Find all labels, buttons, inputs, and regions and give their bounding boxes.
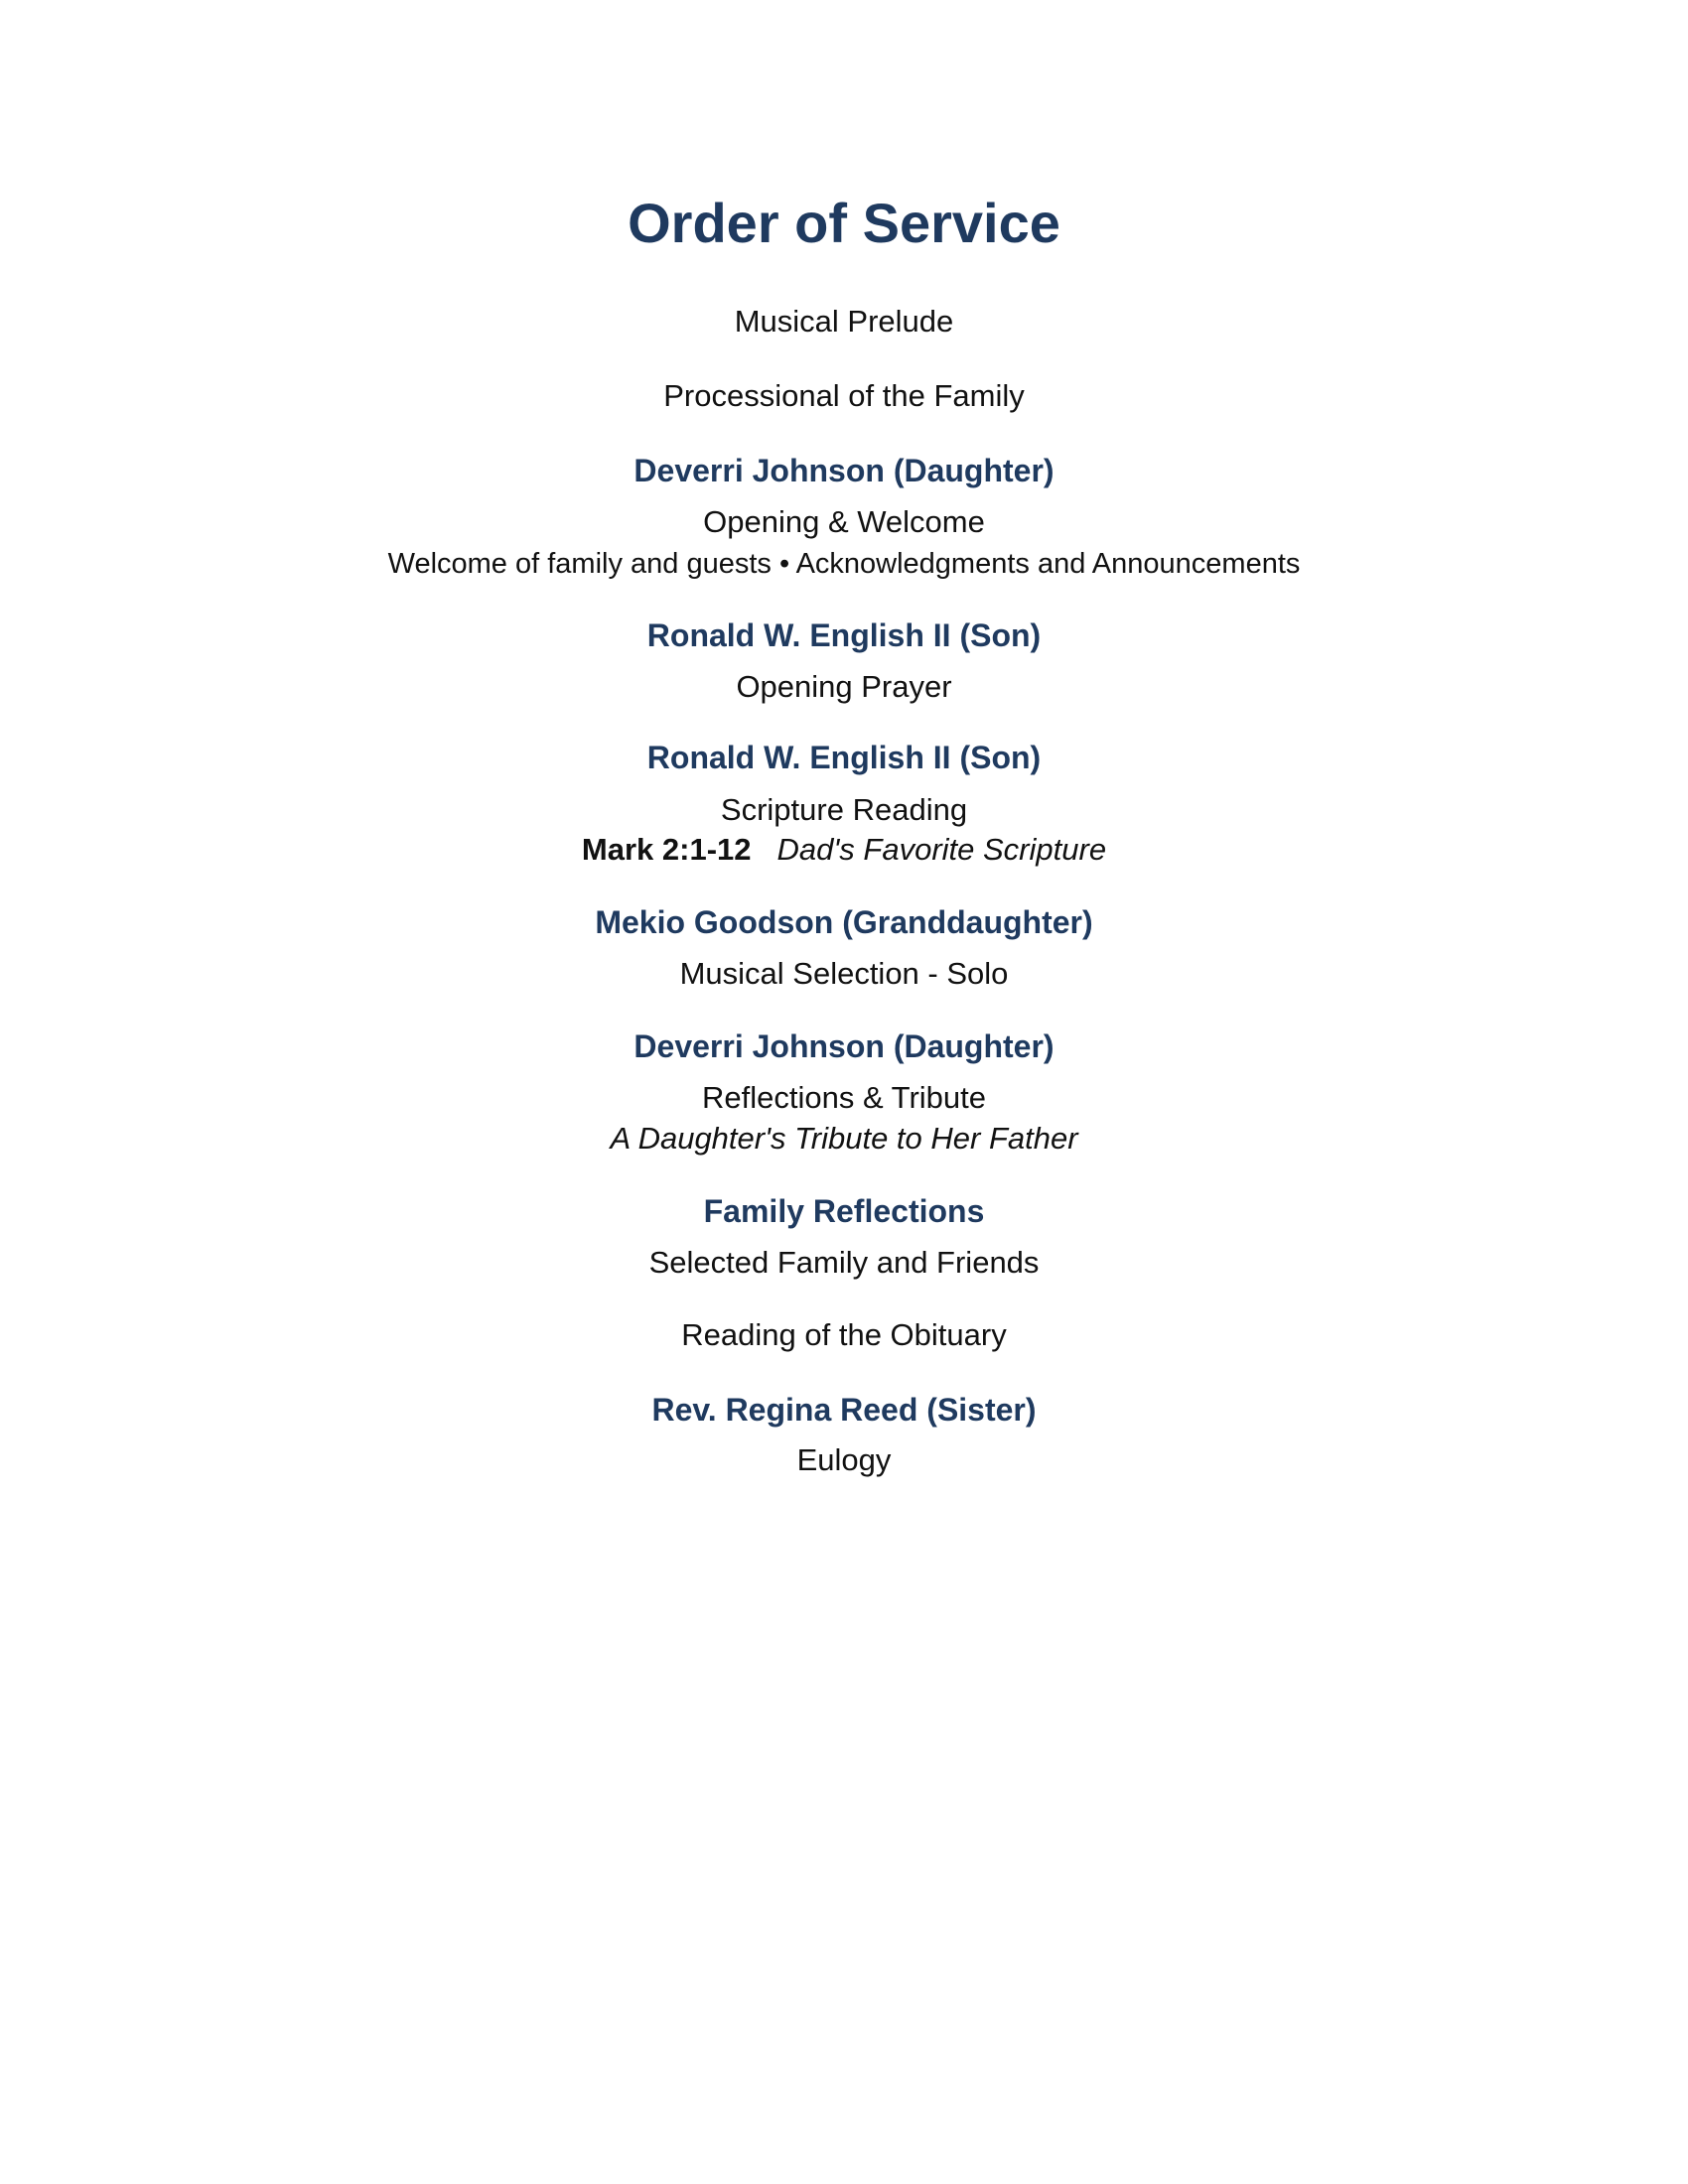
solo-speaker: Mekio Goodson (Granddaughter) — [595, 904, 1093, 940]
prayer-speaker: Ronald W. English II (Son) — [646, 617, 1042, 653]
solo-label: Musical Selection - Solo — [679, 956, 1009, 991]
musical-prelude-item: Musical Prelude — [734, 304, 954, 339]
tribute-note: A Daughter's Tribute to Her Father — [610, 1121, 1078, 1156]
page-title: Order of Service — [628, 192, 1060, 254]
tribute-label: Reflections & Tribute — [701, 1080, 987, 1115]
family-reflections-label: Selected Family and Friends — [648, 1245, 1040, 1280]
family-reflections-heading: Family Reflections — [703, 1193, 985, 1229]
obituary-item: Reading of the Obituary — [681, 1317, 1007, 1352]
eulogy-speaker: Rev. Regina Reed (Sister) — [651, 1392, 1037, 1428]
prayer-label: Opening Prayer — [736, 669, 952, 704]
welcome-speaker: Deverri Johnson (Daughter) — [633, 453, 1055, 488]
welcome-label: Opening & Welcome — [703, 504, 985, 539]
scripture-reference-line — [0, 830, 1688, 870]
scripture-reference: Mark 2:1-12 — [581, 832, 752, 867]
scripture-speaker: Ronald W. English II (Son) — [646, 740, 1042, 775]
scripture-label: Scripture Reading — [720, 792, 968, 827]
processional-item: Processional of the Family — [663, 378, 1025, 413]
eulogy-label: Eulogy — [796, 1442, 892, 1477]
tribute-speaker: Deverri Johnson (Daughter) — [633, 1028, 1055, 1064]
scripture-note: Dad's Favorite Scripture — [776, 832, 1107, 867]
welcome-detail: Welcome of family and guests • Acknowledgments and Announcements — [387, 548, 1301, 580]
